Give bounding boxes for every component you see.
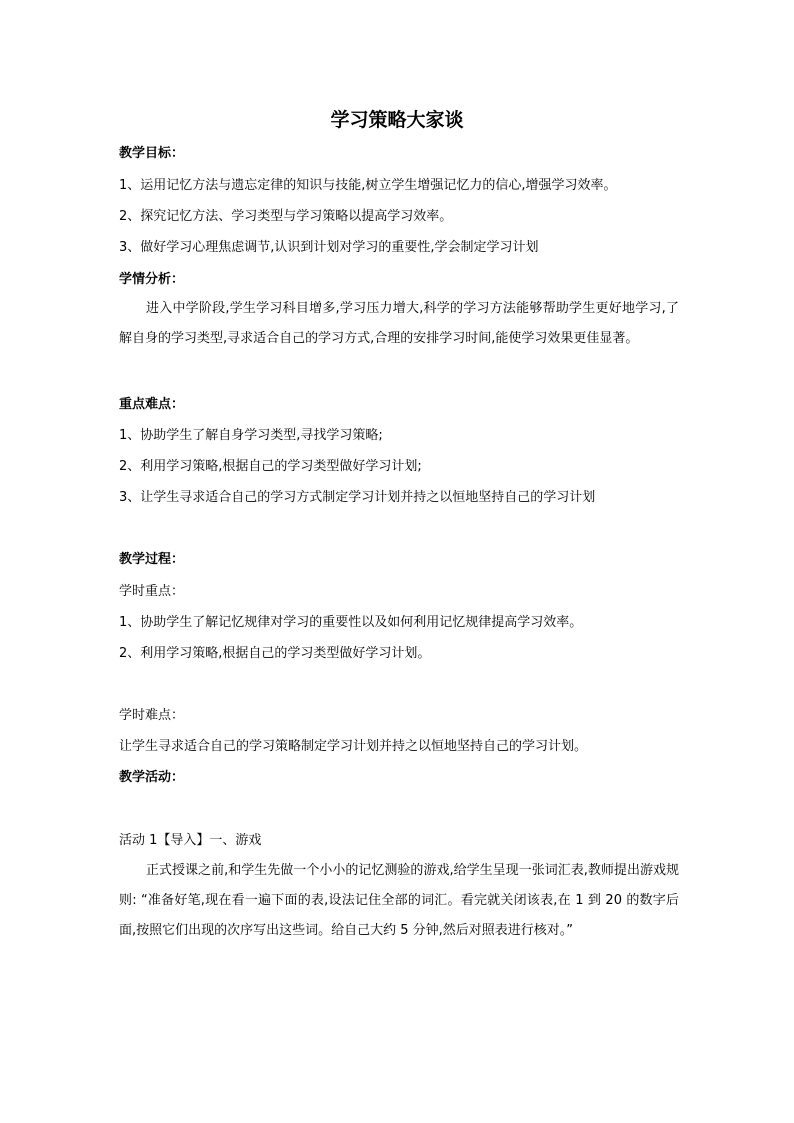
focus-item: 2、利用学习策略,根据自己的学习类型做好学习计划。 xyxy=(119,646,431,661)
analysis-heading: 学情分析： xyxy=(119,272,185,287)
goal-item: 2、探究记忆方法、学习类型与学习策略以提高学习效率。 xyxy=(119,209,453,224)
activities-heading: 教学活动： xyxy=(119,770,185,785)
key-heading: 重点难点： xyxy=(119,397,185,412)
process-heading: 教学过程： xyxy=(119,552,185,567)
analysis-paragraph: 进入中学阶段,学生学习科目增多,学习压力增大,科学的学习方法能够帮助学生更好地学习,了解自身的学习类型,寻求适合自己的学习方式,合理的安排学习时间,能使学习效果更佳显著。 xyxy=(119,301,679,346)
goals-heading: 教学目标： xyxy=(119,146,185,161)
focus-item: 1、协助学生了解记忆规律对学习的重要性以及如何利用记忆规律提高学习效率。 xyxy=(119,615,583,630)
goal-item: 3、做好学习心理焦虑调节,认识到计划对学习的重要性,学会制定学习计划 xyxy=(119,240,539,255)
goal-item: 1、运用记忆方法与遗忘定律的知识与技能,树立学生增强记忆力的信心,增强学习效率。 xyxy=(119,178,617,193)
difficulty-text: 让学生寻求适合自己的学习策略制定学习计划并持之以恒地坚持自己的学习计划。 xyxy=(119,739,588,754)
document-title: 学习策略大家谈 xyxy=(330,109,464,131)
key-item: 1、协助学生了解自身学习类型,寻找学习策略; xyxy=(119,428,383,443)
activity1-paragraph: 正式授课之前,和学生先做一个小小的记忆测验的游戏,给学生呈现一张词汇表,教师提出游戏规则: “准备好笔,现在看一遍下面的表,设法记住全部的词汇。看完就关闭该表,在 1 到 20 的数字后面,按照它们出现的次序写出这些词。给自己大约 5 分钟,然后对照表进行核对。” xyxy=(119,863,679,938)
activity1-title: 活动 1【导入】一、游戏 xyxy=(119,833,262,848)
difficulty-label: 学时难点： xyxy=(119,708,185,723)
key-item: 3、让学生寻求适合自己的学习方式制定学习计划并持之以恒地坚持自己的学习计划 xyxy=(119,490,596,505)
focus-label: 学时重点： xyxy=(119,584,185,599)
key-item: 2、利用学习策略,根据自己的学习类型做好学习计划; xyxy=(119,459,422,474)
